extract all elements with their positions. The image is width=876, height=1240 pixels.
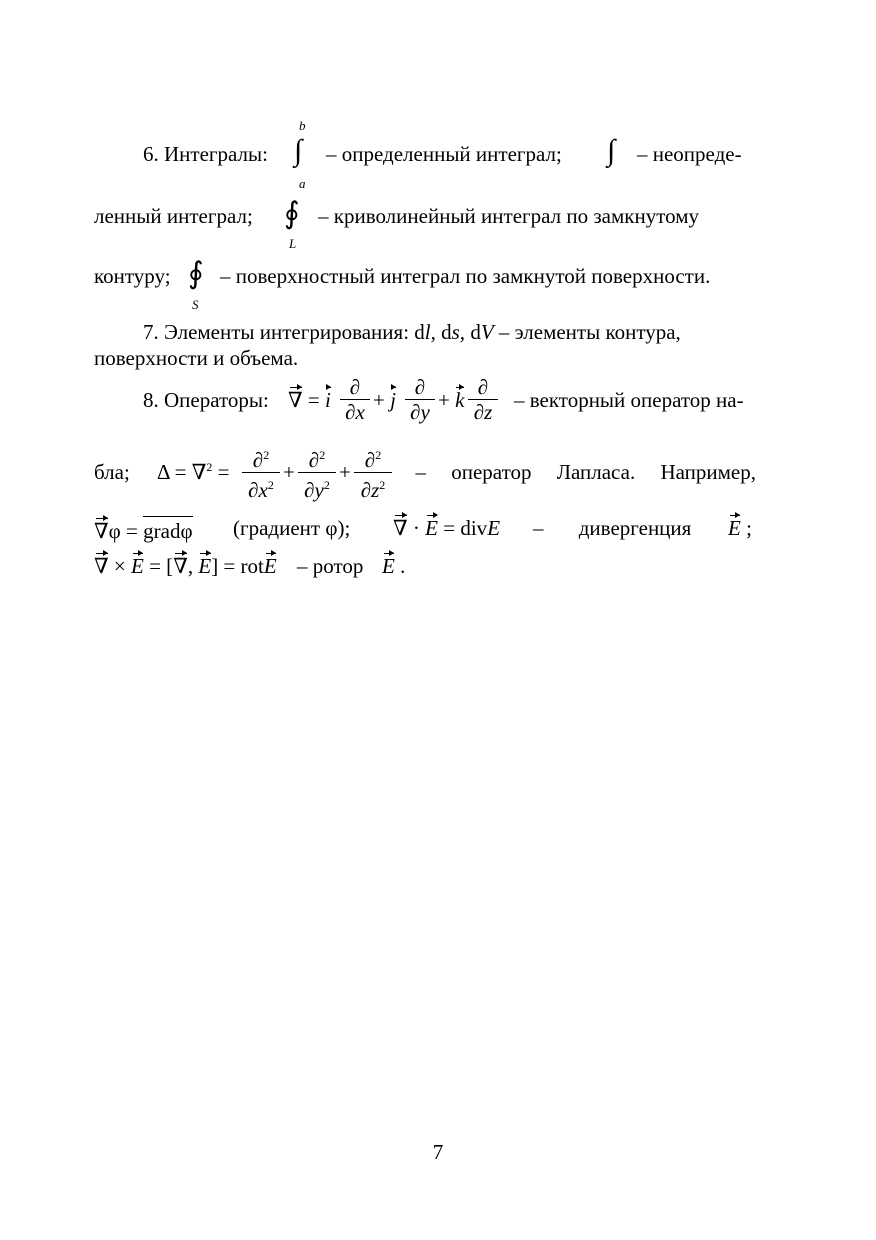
definite-integral-icon: ∫ [294, 134, 303, 167]
p7-label: 7. Элементы интегрирования: [143, 320, 410, 344]
div-E2: E [487, 516, 501, 540]
page-number: 7 [432, 1140, 444, 1164]
rot-nabla: ∇ [94, 554, 109, 578]
rot-nabla2: ∇ [173, 554, 188, 578]
p7-text1: – элементы контура, [498, 320, 681, 344]
frac-y: ∂ ∂y [405, 376, 435, 423]
div-word: div [460, 516, 488, 540]
p6-text6: – поверхностный интеграл по замкнутой поверхности. [220, 264, 711, 288]
p7-v3: V [480, 320, 494, 344]
delta-symbol: Δ [157, 460, 170, 484]
div-formula: ∇ · E = divE [393, 516, 501, 540]
contour-integral-icon: ∮ [284, 197, 300, 230]
laplace-lhs: Δ = ∇$^2$ = [157, 460, 230, 484]
p8-text3: – оператор Лапласа. Например, [415, 460, 756, 484]
p6-text3: ленный интеграл; [94, 204, 253, 228]
indefinite-integral-icon: ∫ [607, 134, 616, 167]
rot-E2: E [198, 554, 212, 578]
surface-integral-sub: S [192, 297, 199, 312]
frac-z-num: ∂ [477, 375, 489, 399]
frac-y-num: ∂ [414, 375, 426, 399]
p6-text1: – определенный интеграл; [326, 142, 562, 166]
contour-integral-sub: L [289, 236, 297, 251]
laplace-frac-z: ∂$^2$ $\partial z^2$ [354, 444, 392, 501]
rot-E3: E [263, 554, 277, 578]
rot-E1: E [131, 554, 144, 578]
grad-formula: ∇φ = gradφ [94, 516, 193, 544]
p6-text5: контуру; [94, 264, 171, 288]
grad-text: (градиент φ); [233, 516, 351, 540]
p8-text2: бла; [94, 460, 130, 484]
p7-d2: d [441, 320, 452, 344]
unit-j: j [390, 388, 396, 412]
laplace-frac-x: ∂$^2$ $\partial x^2$ [242, 444, 280, 501]
grad-nabla: ∇ [94, 519, 109, 543]
grad-phi: φ [108, 519, 121, 543]
p7-d1: d [414, 320, 425, 344]
grad-phi2: φ [180, 519, 193, 543]
frac-x-num: ∂ [349, 375, 361, 399]
p8-text1: – векторный оператор на- [514, 388, 744, 412]
laplace-plus2: + [339, 460, 351, 484]
nabla-vec: ∇ [288, 388, 303, 412]
p6-text2: – неопреде- [637, 142, 742, 166]
integral-lower-limit: a [299, 176, 306, 191]
rot-word: rot [240, 554, 264, 578]
laplace-frac-y: ∂$^2$ $\partial y^2$ [298, 444, 336, 501]
frac-x: ∂ ∂x [340, 376, 370, 423]
rot-E4: E [382, 554, 395, 578]
p7-v2: s, [451, 320, 466, 344]
integral-upper-limit: b [299, 118, 306, 133]
unit-k: k [455, 388, 465, 412]
frac-z: ∂ ∂z [468, 376, 498, 423]
unit-i: i [325, 388, 331, 412]
div-E-vec: E ; [728, 516, 752, 540]
p6-label: 6. Интегралы: [143, 142, 268, 166]
p6-text4: – криволинейный интеграл по замкнутому [318, 204, 699, 228]
plus-j: + j [373, 388, 396, 412]
laplace-plus1: + [283, 460, 295, 484]
nabla-sq: 2 [206, 460, 213, 474]
nabla-formula: ∇ = i [288, 388, 331, 412]
frac-x-var: x [355, 400, 365, 424]
grad-word: grad [143, 519, 181, 543]
rot-text: – ротор [297, 554, 364, 578]
plus-k: + k [438, 388, 465, 412]
div-text: – дивергенция [533, 516, 692, 540]
rot-E-final: E . [382, 554, 406, 578]
frac-z-var: z [484, 400, 493, 424]
div-nabla: ∇ [393, 516, 408, 540]
p8-label: 8. Операторы: [143, 388, 269, 412]
rot-formula: ∇ × E = [∇, E] = rotE [94, 554, 277, 578]
p7-v1: l, [424, 320, 436, 344]
frac-y-var: y [420, 400, 430, 424]
p7-text2: поверхности и объема. [94, 346, 299, 370]
div-E3: E [728, 516, 741, 540]
p7-line1 [94, 320, 756, 345]
p7-d3: d [470, 320, 481, 344]
surface-integral-icon: ∮ [188, 257, 204, 290]
div-E1: E [425, 516, 438, 540]
